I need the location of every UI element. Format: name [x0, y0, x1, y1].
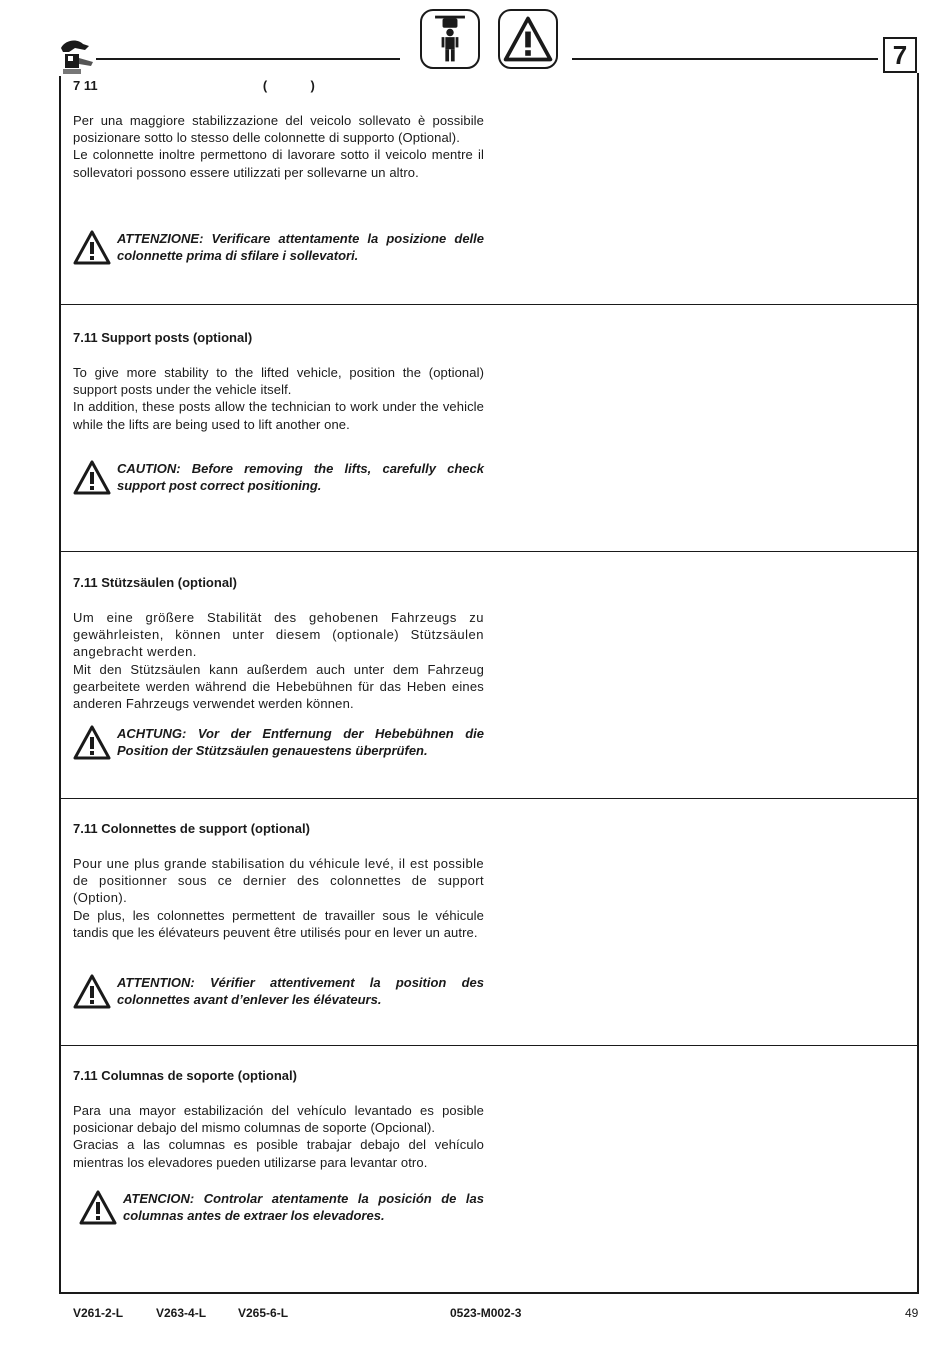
warning-block	[73, 460, 484, 494]
body-paragraph: To give more stability to the lifted vehicle, position the (optional) support posts under the vehicle itself.	[73, 365, 484, 398]
body-paragraph: Per una maggiore stabilizzazione del veicolo sollevato è possibile posizionare sotto lo stesso delle colonnette di supporto (Optional).	[73, 113, 484, 146]
body-paragraph: Um eine größere Stabilität des gehobenen Fahrzeugs zu gewährleisten, können unter diesem (optionale) Stützsäulen angebracht werden.	[73, 610, 484, 660]
footer-model: V263-4-L	[156, 1306, 207, 1320]
warning-block	[73, 1190, 484, 1224]
section-title-suffix: (optional)	[250, 821, 310, 836]
warning-block	[73, 974, 484, 1008]
warning-triangle-icon	[73, 974, 111, 1009]
warning-triangle-icon	[73, 725, 111, 760]
header-rule-right	[572, 58, 878, 60]
body-paragraph: Gracias a las columnas es posible trabajar debajo del vehículo mientras los elevadores pueden utilizarse para levantar otro.	[73, 1137, 484, 1170]
warning-text: ATENCION: Controlar atentamente la posición de las columnas antes de extraer los elevadores.	[123, 1191, 484, 1224]
section-italian	[73, 78, 484, 264]
warning-text: ATTENTION: Vérifier attentivement la position des colonnettes avant d’enlever les élévateurs.	[117, 975, 484, 1008]
section-title	[73, 330, 484, 346]
section-title-suffix: (optional)	[237, 1068, 297, 1083]
section-english	[73, 330, 484, 494]
frame-right	[917, 73, 919, 1294]
section-divider	[60, 1045, 919, 1046]
section-title	[73, 575, 484, 591]
section-spanish	[73, 1068, 484, 1224]
body-paragraph: Pour une plus grande stabilisation du véhicule levé, il est possible de positionner sous ce dernier des colonnettes de support (Option).	[73, 856, 484, 906]
warning-block	[73, 230, 484, 264]
section-heading: 7.11 Columnas de soporte	[73, 1068, 235, 1083]
footer-model: V261-2-L	[73, 1306, 124, 1320]
section-title	[73, 821, 484, 837]
body-paragraph: Le colonnette inoltre permettono di lavorare sotto il veicolo mentre il sollevatori possono essere utilizzati per sollevarne un altro.	[73, 147, 484, 180]
frame-bottom	[59, 1292, 919, 1294]
warning-block	[73, 725, 484, 759]
footer-model: V265-6-L	[238, 1306, 289, 1320]
body-paragraph: Mit den Stützsäulen kann außerdem auch unter dem Fahrzeug gearbeitete werden während die Hebebühnen für das Heben eines anderen Fahrzeugs verwendet werden können.	[73, 661, 484, 712]
warning-text: CAUTION: Before removing the lifts, carefully check support post correct positioning.	[117, 461, 484, 494]
section-heading: 7.11 Support posts	[73, 330, 190, 345]
warning-text: ACHTUNG: Vor der Entfernung der Hebebühnen die Position der Stützsäulen genauestens überprüfen.	[117, 726, 484, 759]
section-divider	[60, 304, 919, 305]
section-heading: 7.11 Stützsäulen	[73, 575, 175, 590]
warning-triangle-icon	[79, 1190, 117, 1225]
section-french	[73, 821, 484, 1008]
section-number: 7 11	[73, 78, 98, 93]
section-title-suffix: (optional)	[192, 330, 253, 345]
footer-doc-code: 0523-M002-3	[450, 1306, 522, 1320]
body-paragraph: In addition, these posts allow the technician to work under the vehicle while the lifts are being used to lift another one.	[73, 399, 484, 432]
frame-left	[59, 76, 61, 1294]
chapter-number: 7	[883, 37, 917, 73]
section-title-suffix: (optional)	[177, 575, 237, 590]
body-paragraph: Para una mayor estabilización del vehículo levantado es posible posicionar debajo del mismo columnas de soporte (Opcional).	[73, 1103, 484, 1136]
warning-triangle-icon	[73, 230, 111, 265]
section-heading: 7.11 Colonnettes de support	[73, 821, 248, 836]
warning-triangle-icon	[498, 9, 558, 69]
lift-person-icon	[420, 9, 480, 69]
body-paragraph: De plus, les colonnettes permettent de travailler sous le véhicule tandis que les élévateurs peuvent être utilisés pour en lever un autre.	[73, 907, 484, 940]
section-title	[73, 78, 484, 94]
warning-text: ATTENZIONE: Verificare attentamente la posizione delle colonnette prima di sfilare i sollevatori.	[117, 231, 484, 264]
section-german	[73, 575, 484, 759]
section-divider	[60, 551, 919, 552]
section-title-suffix: ( )	[262, 78, 315, 93]
header-rule-left	[96, 58, 400, 60]
mechanic-logo-icon	[55, 36, 97, 76]
page-number: 49	[905, 1306, 919, 1320]
section-divider	[60, 798, 919, 799]
warning-triangle-icon	[73, 460, 111, 495]
section-title	[73, 1068, 484, 1084]
